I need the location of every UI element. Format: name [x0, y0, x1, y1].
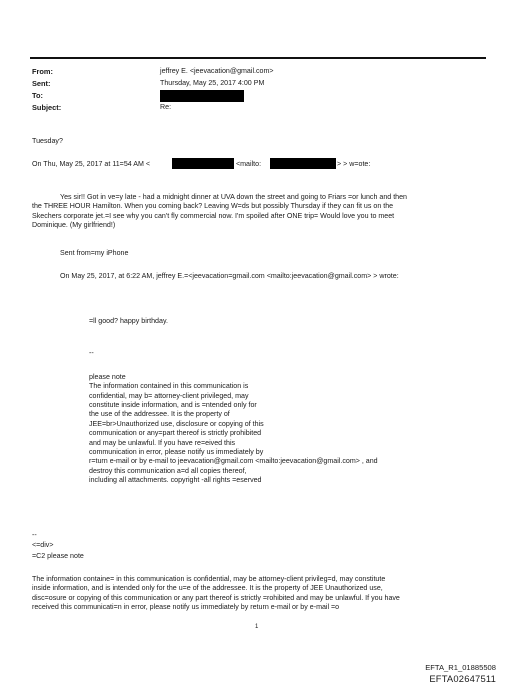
confidentiality-notice-block: please note The information contained in this communication is confidential, may b= attorney-client privileged, may constitute inside information, and is =ntended only for the use of the addressee. It is the property of JEE=br>Unauthorized use, disclosure or copying of this communication or any=part thereof is strictly prohibited and may be unlawful. If you have re=eived this communication in error, please notify us immediately by r=turn e-mail or by e-mail to jeevacation@gmail.com <mailto:jeevacation@gmail.com> , and destroy this communication a=d all copies thereof, including all attachments. copyright -all rights =eserved [89, 373, 378, 484]
separator-dash-2: -- [32, 531, 37, 539]
div-tag-line: <=div> [32, 541, 54, 549]
sent-from-line: Sent from=my iPhone [60, 249, 129, 257]
on-thu-suffix: > > w=ote: [337, 160, 371, 168]
tuesday-line: Tuesday? [32, 137, 63, 145]
footer-id-primary: EFTA_R1_01885508 [425, 663, 496, 672]
from-label: From: [32, 67, 53, 76]
c2-please-note: =C2 please note [32, 552, 84, 560]
subject-label: Subject: [32, 103, 62, 112]
footer-id-secondary: EFTA02647511 [429, 673, 496, 684]
sent-label: Sent: [32, 79, 51, 88]
sender-redaction-box [172, 158, 234, 169]
all-good-line: =ll good? happy birthday. [89, 317, 168, 325]
header-top-rule [30, 57, 486, 59]
separator-dash-1: -- [89, 349, 94, 357]
on-may-line: On May 25, 2017, at 6:22 AM, jeffrey E.=<jeevacation=gmail.com <mailto:jeevacation@gmail.com> > wrote: [60, 272, 399, 280]
sent-value: Thursday, May 25, 2017 4:00 PM [160, 79, 265, 87]
final-confidentiality-paragraph: The information containe= in this communication is confidential, may be attorney-client privileg=d, may constitute inside information, and is intended only for the u=e of the addressee. It is the property of JEE Unauthorized use, disc=osure or copying of this communication or any part thereof is strictly =rohibited and may be unlawful. If you have received this communicati=n in error, please notify us immediately by return e-mail or by e-mail =o [32, 575, 400, 612]
to-label: To: [32, 91, 43, 100]
reply-paragraph: Yes sir!! Got in ve=y late - had a midnight dinner at UVA down the street and going to Friars =or lunch and then the THREE HOUR Hamilton. When you coming back? Leaving W=ds but possibly Thursday if they can fit us on the Skechers corporate jet.=I see why you can't fly commercial now. I'm spoiled after ONE trip= Would love you to meet Dominique. (My girlfriend!) [32, 193, 408, 230]
page-number: 1 [255, 624, 259, 630]
subject-value: Re: [160, 103, 172, 111]
mailto-redaction-box [270, 158, 336, 169]
from-value: jeffrey E. <jeevacation@gmail.com> [160, 67, 274, 75]
on-thu-mailto: <mailto: [236, 160, 262, 168]
on-thu-prefix: On Thu, May 25, 2017 at 11=54 AM < [32, 160, 151, 168]
to-redaction-box [160, 90, 244, 102]
